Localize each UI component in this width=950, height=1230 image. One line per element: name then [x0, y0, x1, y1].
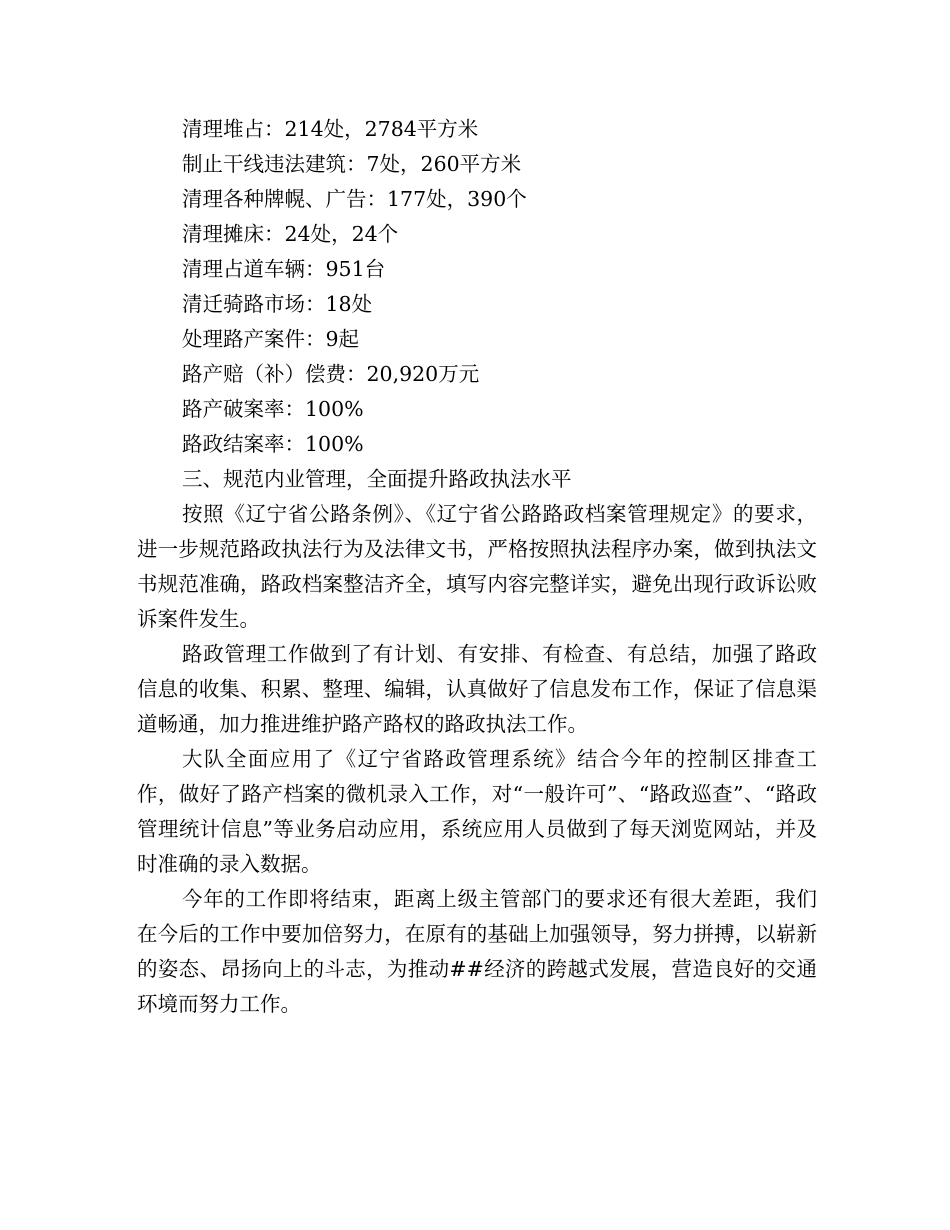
paragraph-management: 路政管理工作做到了有计划、有安排、有检查、有总结，加强了路政信息的收集、积累、整理、编辑，认真做好了信息发布工作，保证了信息渠道畅通，加力推进维护路产路权的路政执法工作。: [137, 642, 817, 736]
stat-line-vehicles: 清理占道车辆：951台: [182, 257, 386, 281]
document-body: [137, 112, 817, 1022]
stat-line-compensation: 路产赔（补）偿费：20,920万元: [182, 362, 480, 386]
paragraph-regulations: 按照《辽宁省公路条例》、《辽宁省公路路政档案管理规定》的要求，进一步规范路政执法行为及法律文书，严格按照执法程序办案，做到执法文书规范准确，路政档案整洁齐全，填写内容完整详实，避免出现行政诉讼败诉案件发生。: [137, 502, 817, 631]
stat-line-cases: 处理路产案件：9起: [182, 327, 360, 351]
stat-line-signs-ads: 清理各种牌幌、广告：177处，390个: [182, 187, 527, 211]
section-heading: 三、规范内业管理，全面提升路政执法水平: [182, 467, 572, 491]
paragraph-conclusion: 今年的工作即将结束，距离上级主管部门的要求还有很大差距，我们在今后的工作中要加倍努力，在原有的基础上加强领导，努力拼搏，以崭新的姿态、昂扬向上的斗志，为推动##经济的跨越式发展，营造良好的交通环境而努力工作。: [137, 887, 817, 1016]
stat-line-close-rate: 路政结案率：100%: [182, 432, 364, 456]
paragraph-system: 大队全面应用了《辽宁省路政管理系统》结合今年的控制区排查工作，做好了路产档案的微机录入工作，对“一般许可”、“路政巡查”、“路政管理统计信息”等业务启动应用，系统应用人员做到了每天浏览网站，并及时准确的录入数据。: [137, 747, 817, 876]
stat-line-clear-piles: 清理堆占：214处，2784平方米: [182, 117, 479, 141]
stat-line-stalls: 清理摊床：24处，24个: [182, 222, 399, 246]
stat-line-markets: 清迁骑路市场：18处: [182, 292, 373, 316]
stat-line-illegal-buildings: 制止干线违法建筑：7处，260平方米: [182, 152, 522, 176]
stat-line-solve-rate: 路产破案率：100%: [182, 397, 364, 421]
